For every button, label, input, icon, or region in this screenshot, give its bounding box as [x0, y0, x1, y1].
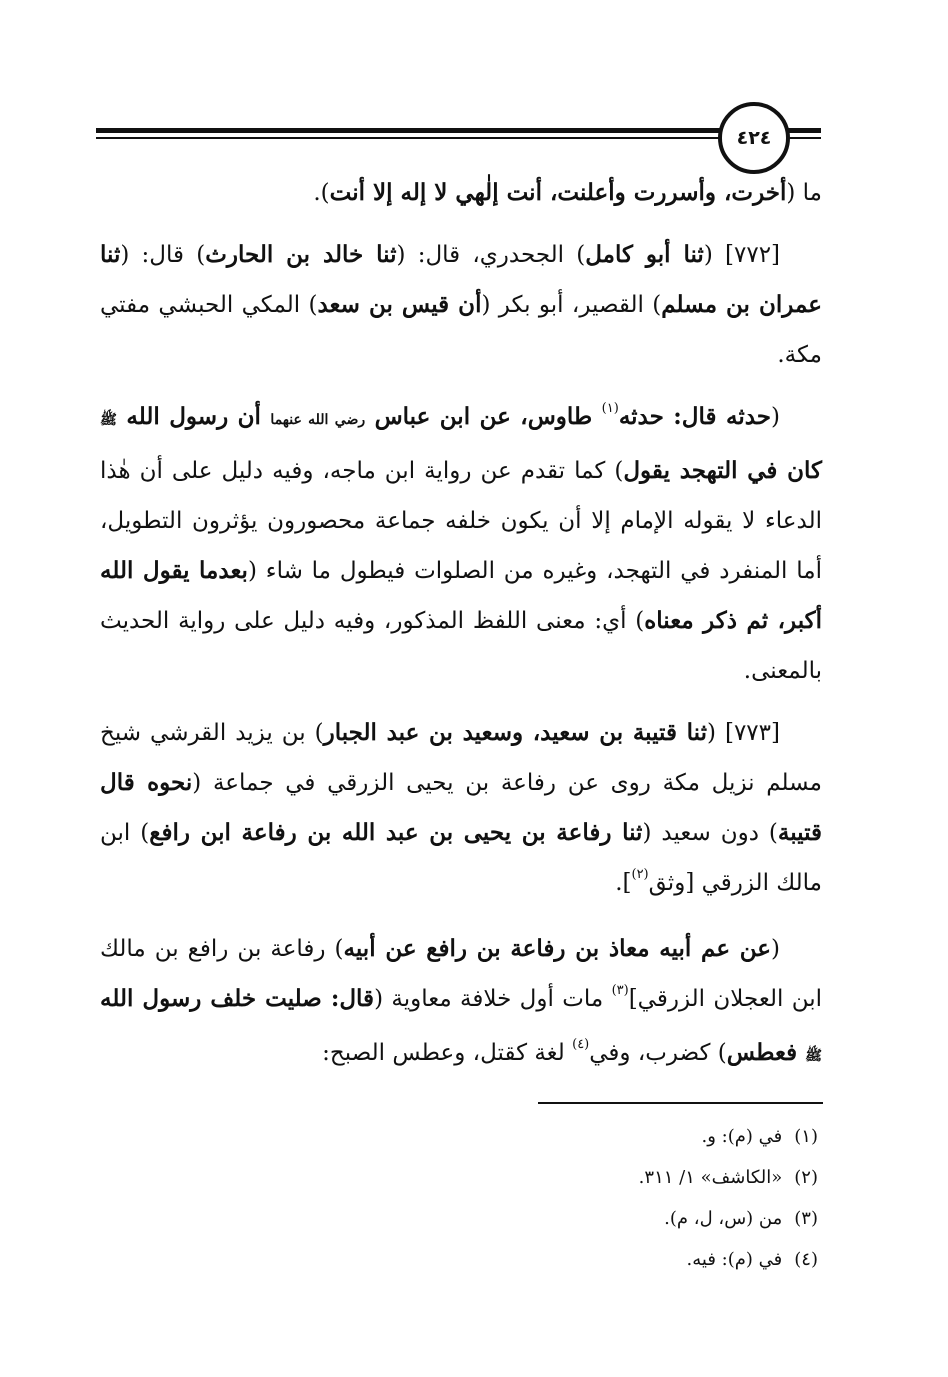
footnote-text: في (م): فيه.	[686, 1249, 783, 1270]
text-run: ) دون سعيد (	[642, 820, 778, 846]
footnotes	[100, 1116, 822, 1280]
text-run: ) الجحدري، قال: (	[396, 242, 586, 268]
footnote	[100, 1157, 822, 1198]
text-run: ) قال: (	[120, 242, 206, 268]
text-run: ) كضرب، وفي	[589, 1040, 727, 1066]
text-run: ).	[313, 180, 330, 206]
paragraph	[100, 168, 822, 218]
text-run: [٧٧٢] (	[703, 242, 781, 268]
text-run: [٧٧٣] (	[707, 720, 780, 746]
paragraph	[100, 230, 822, 380]
bold-text: كان في التهجد يقول	[623, 457, 822, 484]
text-run: ) القصير، أبو بكر (	[481, 292, 662, 318]
text-run: (	[771, 936, 780, 962]
footnote-separator	[538, 1102, 823, 1104]
bold-text: أن رسول الله	[116, 403, 271, 430]
bold-text: نحوه قال قتيبة	[100, 769, 823, 846]
footnote	[100, 1239, 822, 1280]
text-run: لغة كقتل، وعطس الصبح:	[322, 1040, 573, 1066]
text-run: مات أول خلافة معاوية (	[374, 986, 612, 1012]
bold-text: ثنا قتيبة بن سعيد، وسعيد بن عبد الجبار	[323, 719, 708, 746]
footnote-text: «الكاشف» ١/ ٣١١.	[638, 1167, 783, 1188]
bold-text: عن عم أبيه معاذ بن رفاعة بن رافع عن أبيه	[343, 935, 772, 962]
footnote-ref: (٢)	[631, 867, 649, 882]
bold-text: قال: صليت خلف رسول الله	[100, 985, 375, 1012]
header-rule-thin	[96, 137, 821, 139]
paragraph	[100, 708, 822, 912]
honorific: رضي الله عنهما	[270, 412, 366, 428]
bold-text: ثنا أبو كامل	[585, 241, 704, 268]
bold-text: فعطس	[726, 1039, 806, 1066]
honorific: ﷺ	[805, 1048, 822, 1064]
bold-text: أخرت، وأسررت وأعلنت، أنت إلٰهي لا إله إلا أنت	[329, 179, 787, 206]
text-run: ) ابن مالك الزرقي [وثق	[100, 820, 822, 896]
footnote-ref: (٣)	[611, 983, 629, 998]
footnote-ref: (٤)	[572, 1037, 590, 1052]
text-run: ) المكي الحبشي مفتي مكة.	[100, 292, 822, 368]
paragraph	[100, 392, 822, 696]
footnote-text: في (م): و.	[701, 1126, 783, 1147]
page-number: ٤٢٤	[736, 127, 772, 149]
text-run: (	[771, 404, 780, 430]
footnote-number: (٢)	[794, 1167, 818, 1188]
paragraph	[100, 924, 822, 1082]
footnote-number: (٣)	[794, 1208, 818, 1229]
text-run: ].	[615, 870, 632, 896]
bold-text: بعدما يقول الله أكبر، ثم ذكر معناه	[100, 557, 823, 634]
text-run: ما (	[786, 180, 822, 206]
bold-text: طاوس، عن ابن عباس	[365, 403, 602, 430]
text-run: ) كما تقدم عن رواية ابن ماجه، وفيه دليل على أن هٰذا الدعاء لا يقوله الإمام إلا أن يكون خلفه جماعة محصورون يؤثرون التطويل، أما المنفرد في التهجد، وغيره من الصلوات فيطول ما شاء (	[100, 458, 822, 584]
honorific: ﷺ	[100, 412, 117, 428]
bold-text: حدثه قال: حدثه	[618, 403, 772, 430]
header-rule-thick	[96, 128, 821, 133]
footnote-number: (٤)	[794, 1249, 818, 1270]
main-text	[100, 168, 822, 1094]
page-header	[96, 100, 821, 170]
footnote	[100, 1116, 822, 1157]
footnote	[100, 1198, 822, 1239]
bold-text: ثنا عمران بن مسلم	[100, 241, 822, 318]
text-run: ) أي: معنى اللفظ المذكور، وفيه دليل على رواية الحديث بالمعنى.	[100, 608, 822, 684]
text-run: ) رفاعة بن رافع بن مالك ابن العجلان الزرقي]	[100, 936, 823, 1012]
footnote-text: من (س، ل، م).	[664, 1208, 783, 1229]
footnote-number: (١)	[794, 1126, 818, 1147]
bold-text: أن قيس بن سعد	[317, 291, 482, 318]
bold-text: ثنا رفاعة بن يحيى بن عبد الله بن رفاعة ابن رافع	[149, 819, 643, 846]
footnote-ref: (١)	[601, 401, 619, 416]
bold-text: ثنا خالد بن الحارث	[205, 241, 397, 268]
text-run: ) بن يزيد القرشي شيخ مسلم نزيل مكة روى عن رفاعة بن يحيى الزرقي في جماعة (	[100, 720, 822, 796]
page-number-badge	[718, 102, 790, 174]
